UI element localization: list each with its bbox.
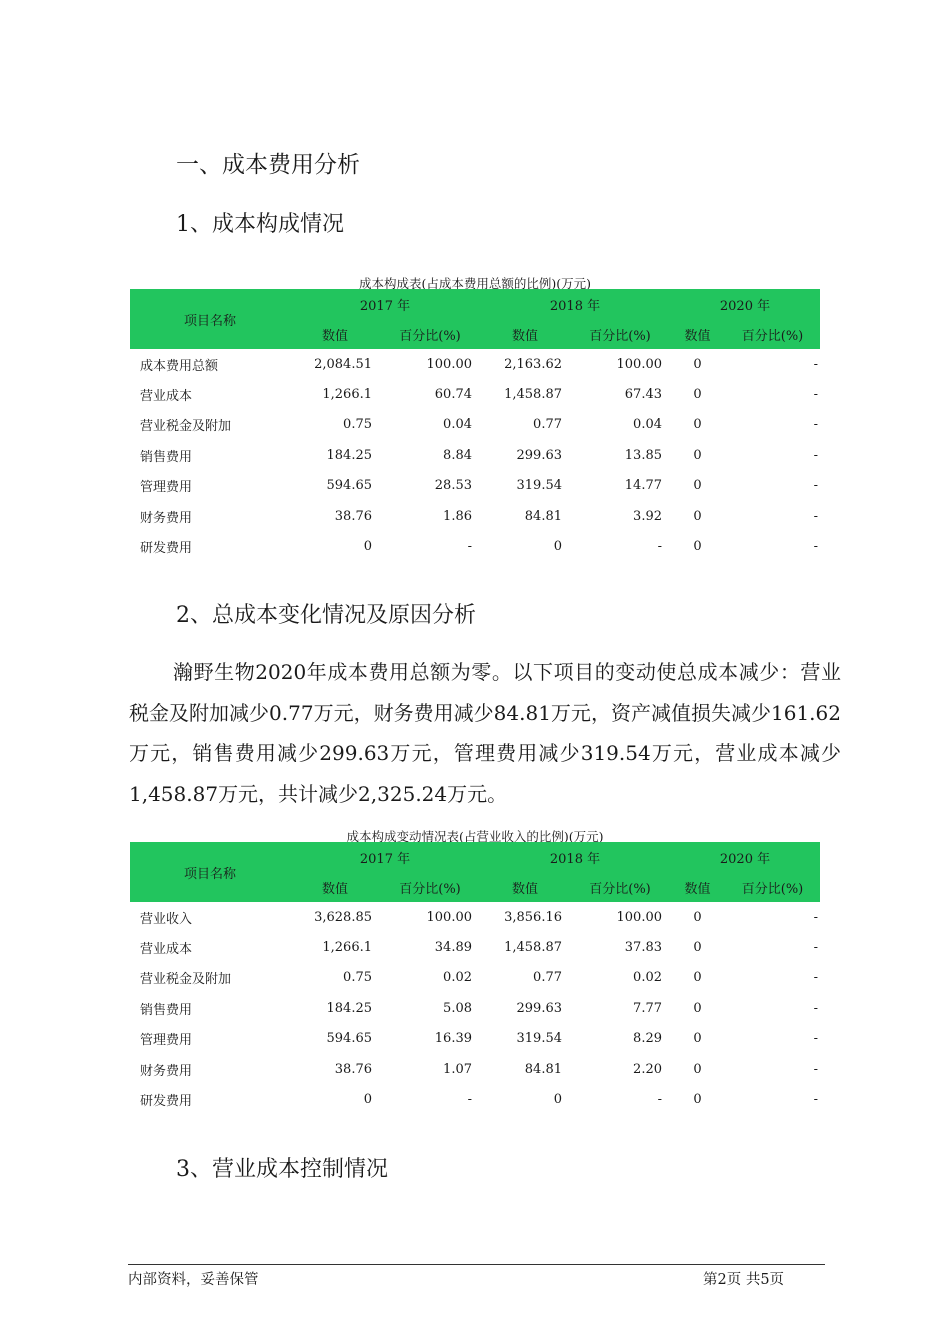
table-cell: 0	[693, 356, 702, 372]
table-cell: -	[813, 478, 818, 494]
value-column-header: 数值	[511, 328, 538, 344]
table-cell: -	[813, 387, 818, 403]
row-label: 财务费用	[140, 510, 193, 526]
table-cell: 1,266.1	[322, 387, 372, 403]
percent-column-header: 百分比(%)	[589, 328, 651, 344]
table-cell: -	[813, 940, 818, 956]
table-cell: 7.77	[633, 1000, 662, 1016]
table-cell: 3.92	[633, 508, 662, 524]
table-cell: -	[657, 539, 662, 555]
table-row	[130, 1054, 820, 1084]
table-cell: 0.75	[343, 417, 372, 433]
table-cell: 60.74	[434, 387, 472, 403]
table1-caption: 成本构成表(占成本费用总额的比例)(万元)	[358, 276, 591, 291]
table-row	[130, 993, 820, 1023]
table-cell: 0.02	[633, 970, 662, 986]
table-row	[130, 902, 820, 932]
value-column-header: 数值	[321, 328, 348, 344]
table-cell: 594.65	[326, 1031, 372, 1047]
table-row	[130, 932, 820, 962]
table-cell: 0.04	[443, 417, 472, 433]
year-header: 2017 年	[359, 851, 411, 867]
table-row	[130, 349, 820, 379]
table-row	[130, 1084, 820, 1114]
table-cell: 0.02	[443, 970, 472, 986]
table-cell: 0	[693, 940, 702, 956]
table-cell: 0	[693, 1061, 702, 1077]
table-cell: 0	[693, 447, 702, 463]
table-cell: 319.54	[516, 478, 562, 494]
table-cell: 594.65	[326, 478, 372, 494]
table-cell: 0	[693, 1000, 702, 1016]
table-cell: 3,628.85	[314, 909, 372, 925]
table-cell: 100.00	[426, 356, 472, 372]
row-label: 营业税金及附加	[140, 419, 232, 435]
table-cell: -	[813, 1031, 818, 1047]
column-header-item-name: 项目名称	[183, 313, 236, 329]
row-label: 财务费用	[140, 1063, 193, 1079]
table-row	[130, 410, 820, 440]
table-cell: 2.20	[633, 1061, 662, 1077]
table-cell: 0	[693, 1092, 702, 1108]
year-header: 2017 年	[359, 298, 411, 314]
row-label: 营业成本	[140, 942, 193, 958]
table-cell: 1,458.87	[504, 940, 562, 956]
row-label: 管理费用	[140, 480, 193, 496]
table-cell: 0	[693, 417, 702, 433]
percent-column-header: 百分比(%)	[399, 328, 461, 344]
table-cell: 2,084.51	[314, 356, 372, 372]
subsection-title-cost-structure: 1、成本构成情况	[176, 212, 344, 237]
percent-column-header: 百分比(%)	[741, 328, 804, 344]
table-cell: 67.43	[624, 387, 662, 403]
table-cell: 16.39	[434, 1031, 472, 1047]
table-cell: 184.25	[326, 1000, 372, 1016]
table-cell: 2,163.62	[504, 356, 562, 372]
table-cell: 0	[693, 387, 702, 403]
percent-column-header: 百分比(%)	[399, 881, 461, 897]
value-column-header: 数值	[321, 881, 348, 897]
table-cell: 0	[553, 1092, 562, 1108]
table2-caption: 成本构成变动情况表(占营业收入的比例)(万元)	[346, 829, 604, 844]
table-cell: 37.83	[624, 940, 662, 956]
table-cell: 0	[693, 909, 702, 925]
value-column-header: 数值	[511, 881, 538, 897]
table-cell: 1,458.87	[504, 387, 562, 403]
row-label: 销售费用	[140, 449, 193, 465]
footer-page-number: 第2页 共5页	[703, 1272, 785, 1288]
table-cell: 0.77	[533, 417, 562, 433]
subsection-title-operating-cost-control: 3、营业成本控制情况	[176, 1157, 388, 1182]
table-cell: -	[813, 970, 818, 986]
table-cell: 0	[363, 1092, 372, 1108]
table-cell: 38.76	[334, 508, 372, 524]
table-cell: -	[467, 539, 472, 555]
cost-structure-table	[130, 289, 820, 562]
table-row	[130, 1024, 820, 1054]
table-cell: 14.77	[624, 478, 662, 494]
year-header: 2020 年	[719, 851, 771, 867]
table-cell: -	[813, 508, 818, 524]
table-cell: 0.77	[533, 970, 562, 986]
table-cell: 0	[553, 539, 562, 555]
year-header: 2018 年	[549, 298, 601, 314]
row-label: 管理费用	[140, 1033, 193, 1049]
table-row	[130, 531, 820, 561]
table-cell: -	[657, 1092, 662, 1108]
table-cell: 184.25	[326, 447, 372, 463]
table-cell: 0.04	[633, 417, 662, 433]
table-cell: 0	[693, 478, 702, 494]
row-label: 营业税金及附加	[140, 972, 232, 988]
table-cell: 1.86	[443, 508, 472, 524]
value-column-header: 数值	[684, 881, 711, 897]
table-row	[130, 963, 820, 993]
row-label: 研发费用	[140, 541, 193, 557]
row-label: 成本费用总额	[140, 358, 219, 374]
table-cell: 34.89	[434, 940, 472, 956]
table-cell: 319.54	[516, 1031, 562, 1047]
table-cell: 0	[693, 1031, 702, 1047]
table-cell: 100.00	[426, 909, 472, 925]
table-cell: -	[813, 1061, 818, 1077]
row-label: 销售费用	[140, 1002, 193, 1018]
table-cell: 1.07	[443, 1061, 472, 1077]
table-cell: 299.63	[516, 1000, 562, 1016]
table-row	[130, 501, 820, 531]
table-cell: 38.76	[334, 1061, 372, 1077]
cost-change-table	[130, 842, 820, 1115]
year-header: 2018 年	[549, 851, 601, 867]
table-cell: 0	[693, 539, 702, 555]
row-label: 营业收入	[140, 911, 193, 927]
table-row	[130, 440, 820, 470]
footer-confidential-note: 内部资料，妥善保管	[128, 1272, 259, 1288]
table-cell: 5.08	[443, 1000, 472, 1016]
header-row-years	[130, 289, 820, 319]
table-cell: 0	[693, 508, 702, 524]
table-cell: 84.81	[524, 508, 562, 524]
table-cell: 100.00	[616, 909, 662, 925]
table-cell: 100.00	[616, 356, 662, 372]
percent-column-header: 百分比(%)	[741, 881, 804, 897]
section-title: 一、成本费用分析	[176, 152, 360, 178]
table-cell: -	[813, 909, 818, 925]
table-cell: 28.53	[434, 478, 472, 494]
value-column-header: 数值	[684, 328, 711, 344]
table-cell: -	[467, 1092, 472, 1108]
footer-divider	[128, 1264, 825, 1265]
table-cell: -	[813, 417, 818, 433]
subsection-title-total-cost-change: 2、总成本变化情况及原因分析	[176, 603, 476, 628]
table-cell: 0	[363, 539, 372, 555]
header-row-years	[130, 842, 820, 872]
table-row	[130, 379, 820, 409]
analysis-paragraph: 瀚野生物2020年成本费用总额为零。以下项目的变动使总成本减少：营业税金及附加减少0.77万元，财务费用减少84.81万元，资产减值损失减少161.62万元，销售费用减少299.63万元，管理费用减少319.54万元，营业成本减少1,458.87万元，共计减少2,325.24万元。	[129, 660, 841, 806]
table-cell: 1,266.1	[322, 940, 372, 956]
row-label: 研发费用	[140, 1094, 193, 1110]
table-row	[130, 471, 820, 501]
table-cell: -	[813, 356, 818, 372]
table-cell: 299.63	[516, 447, 562, 463]
table-cell: 13.85	[624, 447, 662, 463]
table-cell: 8.29	[633, 1031, 662, 1047]
table-cell: 0	[693, 970, 702, 986]
table-cell: -	[813, 1000, 818, 1016]
table-cell: 8.84	[443, 447, 472, 463]
table-cell: 3,856.16	[504, 909, 562, 925]
table-cell: -	[813, 1092, 818, 1108]
table-cell: 0.75	[343, 970, 372, 986]
column-header-item-name: 项目名称	[183, 866, 236, 882]
percent-column-header: 百分比(%)	[589, 881, 651, 897]
year-header: 2020 年	[719, 298, 771, 314]
table-cell: -	[813, 539, 818, 555]
row-label: 营业成本	[140, 389, 193, 405]
table-cell: -	[813, 447, 818, 463]
table-cell: 84.81	[524, 1061, 562, 1077]
